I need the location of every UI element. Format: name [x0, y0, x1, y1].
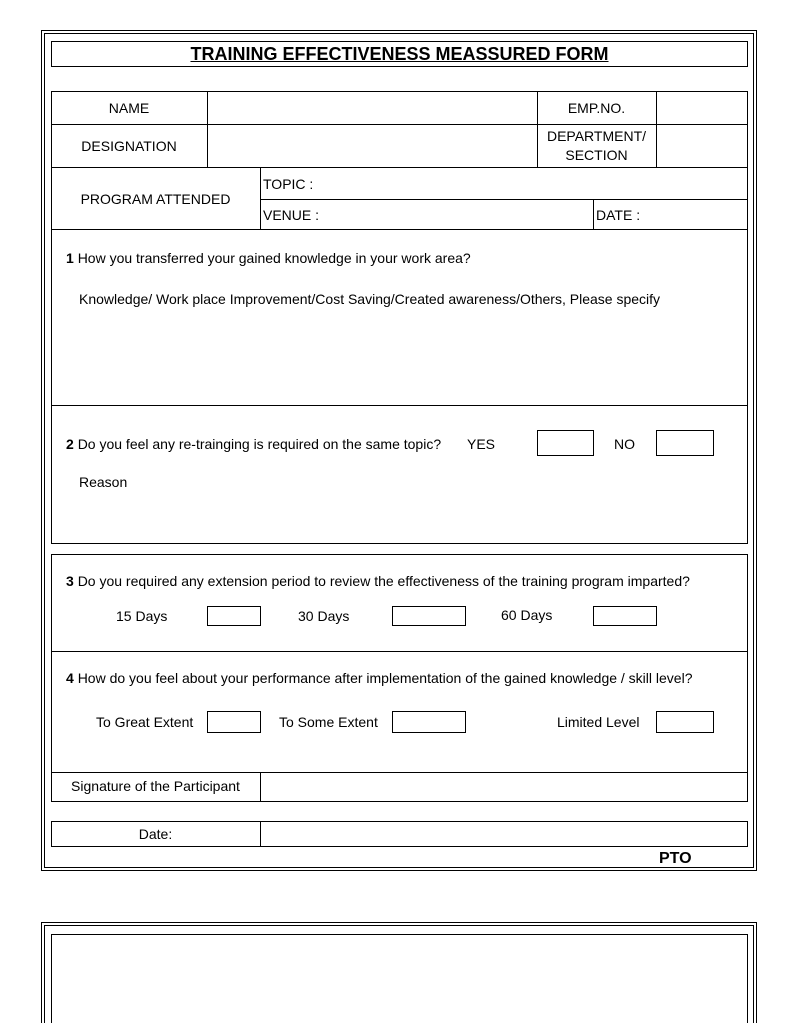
no-checkbox[interactable]	[656, 430, 714, 456]
name-field[interactable]	[208, 92, 537, 124]
question-3-number: 3	[66, 573, 74, 589]
name-label: NAME	[108, 100, 150, 116]
option-60-days-checkbox[interactable]	[593, 606, 657, 626]
to-great-extent-label: To Great Extent	[96, 714, 194, 730]
program-attended-label: PROGRAM ATTENDED	[80, 191, 231, 207]
question-4	[66, 670, 692, 686]
option-15-days-label: 15 Days	[116, 608, 168, 624]
signature-label: Signature of the Participant	[71, 778, 240, 794]
venue-field[interactable]	[322, 200, 593, 230]
signature-field[interactable]	[261, 773, 747, 801]
topic-field[interactable]	[320, 168, 747, 199]
limited-level-label: Limited Level	[557, 714, 640, 730]
yes-label: YES	[467, 436, 496, 452]
department-field[interactable]	[657, 125, 747, 167]
footer-date-label: Date:	[138, 826, 173, 842]
next-page-content-box	[51, 934, 748, 1023]
limited-level-checkbox[interactable]	[656, 711, 714, 733]
footer-date-field[interactable]	[261, 822, 747, 846]
question-1	[66, 250, 471, 266]
question-4-number: 4	[66, 670, 74, 686]
designation-field[interactable]	[208, 125, 537, 167]
topic-label: TOPIC :	[263, 176, 314, 192]
question-2	[66, 436, 441, 452]
option-60-days-label: 60 Days	[501, 607, 553, 623]
emp-no-label: EMP.NO.	[567, 100, 626, 116]
option-30-days-label: 30 Days	[298, 608, 350, 624]
option-15-days-checkbox[interactable]	[207, 606, 261, 626]
to-great-extent-checkbox[interactable]	[207, 711, 261, 733]
to-some-extent-label: To Some Extent	[279, 714, 378, 730]
department-label-line-1: DEPARTMENT/	[546, 128, 647, 144]
date-field[interactable]	[644, 200, 747, 230]
option-30-days-checkbox[interactable]	[392, 606, 466, 626]
question-4-text: How do you feel about your performance after implementation of the gained knowledge / skill level?	[77, 670, 693, 686]
designation-label: DESIGNATION	[81, 138, 177, 154]
venue-label: VENUE :	[263, 207, 320, 223]
reason-answer-area[interactable]	[135, 466, 740, 538]
question-1-hint: Knowledge/ Work place Improvement/Cost Saving/Created awareness/Others, Please specify	[79, 291, 661, 307]
question-3-text: Do you required any extension period to review the effectiveness of the training program imparted?	[77, 573, 690, 589]
department-label-line-2: SECTION	[565, 147, 628, 163]
question-1-number: 1	[66, 250, 74, 266]
no-label: NO	[614, 436, 635, 452]
yes-checkbox[interactable]	[537, 430, 594, 456]
reason-label: Reason	[79, 474, 128, 490]
question-1-answer-area[interactable]	[60, 314, 740, 402]
emp-no-field[interactable]	[657, 92, 747, 124]
form-title: TRAINING EFFECTIVENESS MEASSURED FORM	[190, 44, 609, 64]
question-1-text: How you transferred your gained knowledge in your work area?	[77, 250, 471, 266]
question-3	[66, 573, 690, 589]
date-label: DATE :	[596, 207, 641, 223]
pto-label: PTO	[659, 850, 692, 867]
question-2-text: Do you feel any re-trainging is required on the same topic?	[77, 436, 442, 452]
to-some-extent-checkbox[interactable]	[392, 711, 466, 733]
question-2-number: 2	[66, 436, 74, 452]
